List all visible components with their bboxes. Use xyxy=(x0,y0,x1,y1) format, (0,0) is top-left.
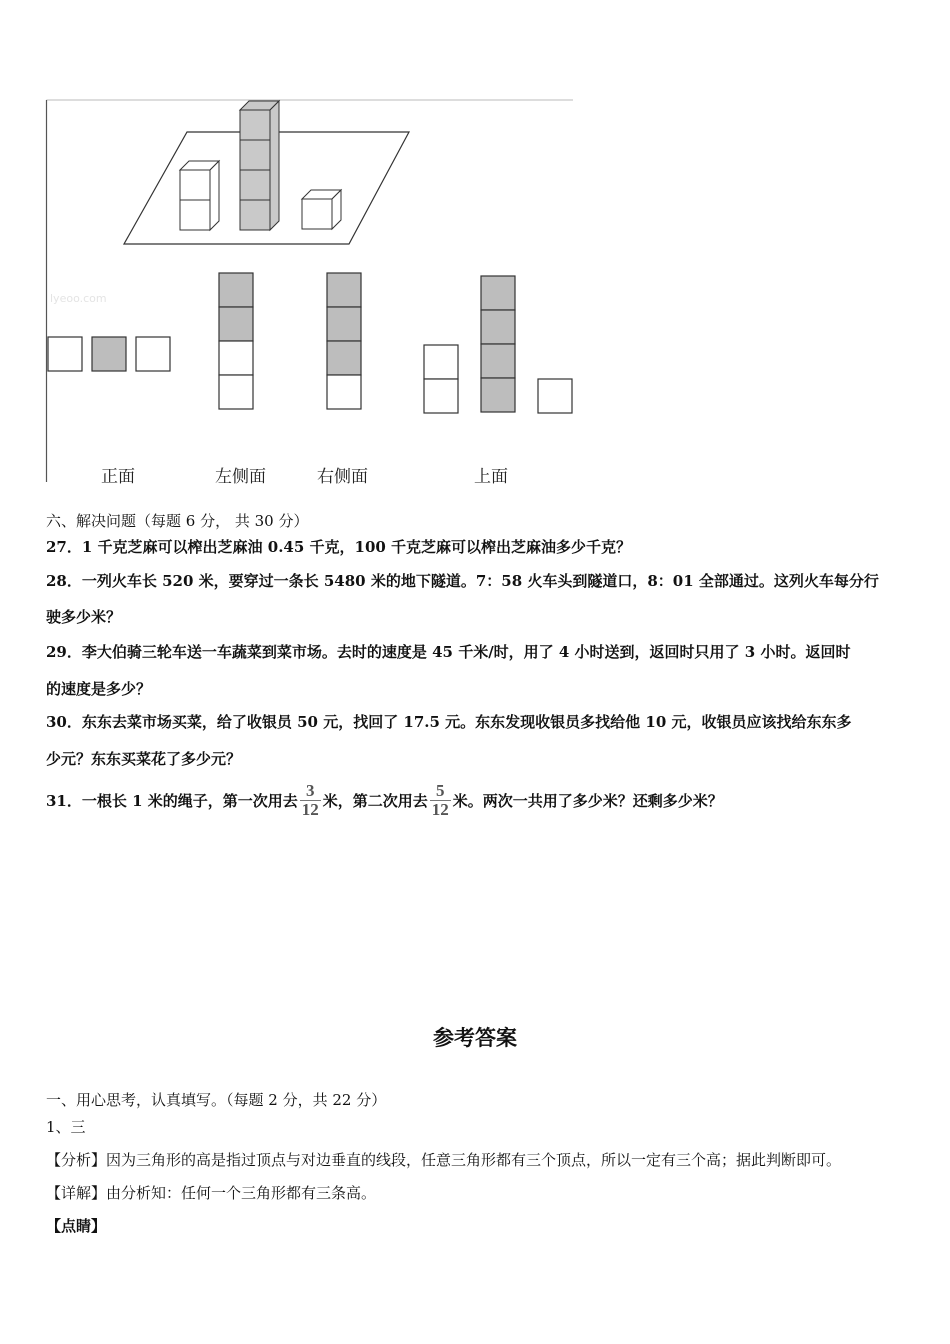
stack-left-2-cubes xyxy=(180,161,219,230)
fraction-2-denominator: 12 xyxy=(431,800,449,819)
answer-analysis: 【分析】因为三角形的高是指过顶点与对边垂直的线段，任意三角形都有三个顶点，所以一定有三个高；据此判断即可。 xyxy=(46,1151,842,1169)
fraction-3-12 xyxy=(300,782,321,819)
question-30-line2: 少元？东东买菜花了多少元？ xyxy=(46,750,242,768)
front-view xyxy=(48,337,170,371)
top-view xyxy=(424,276,572,413)
label-top-view: 上面 xyxy=(474,467,508,487)
cube-views-figure xyxy=(44,98,576,482)
question-30-line1: 30．东东去菜市场买菜，给了收银员 50 元，找回了 17.5 元。东东发现收银员多找给他 10 元，收银员应该找给东东多 xyxy=(46,713,852,731)
fraction-5-12 xyxy=(430,782,451,819)
question-27: 27．1 千克芝麻可以榨出芝麻油 0.45 千克，100 千克芝麻可以榨出芝麻油多少千克？ xyxy=(46,538,632,556)
answer-1: 1、三 xyxy=(46,1118,86,1136)
question-29-line1: 29．李大伯骑三轮车送一车蔬菜到菜市场。去时的速度是 45 千米/时，用了 4 小时送到，返回时只用了 3 小时。返回时 xyxy=(46,643,851,661)
watermark-text: lyeoo.com xyxy=(50,292,107,305)
section6-heading: 六、解决问题（每题 6 分， 共 30 分） xyxy=(46,512,309,530)
question-31-part1: 31．一根长 1 米的绳子，第一次用去 xyxy=(46,792,298,810)
question-29-line2: 的速度是多少？ xyxy=(46,680,152,698)
stack-right-1-cube xyxy=(302,190,341,229)
label-left-view: 左侧面 xyxy=(215,467,266,487)
question-31 xyxy=(46,782,723,819)
answers-title: 参考答案 xyxy=(433,1026,517,1050)
left-side-view xyxy=(219,273,253,409)
label-right-view: 右侧面 xyxy=(317,467,368,487)
fraction-1-numerator: 3 xyxy=(306,781,315,800)
fraction-1-denominator: 12 xyxy=(301,800,319,819)
question-28-line1: 28．一列火车长 520 米，要穿过一条长 5480 米的地下隧道。7：58 火车头到隧道口，8：01 全部通过。这列火车每分行 xyxy=(46,572,879,590)
answer-detail: 【详解】由分析知：任何一个三角形都有三条高。 xyxy=(46,1184,377,1202)
question-28-line2: 驶多少米？ xyxy=(46,608,122,626)
question-31-part3: 米。两次一共用了多少米？还剩多少米？ xyxy=(452,792,723,810)
answers-section1-heading: 一、用心思考，认真填写。（每题 2 分，共 22 分） xyxy=(46,1091,387,1109)
fraction-2-numerator: 5 xyxy=(436,781,445,800)
question-31-part2: 米，第二次用去 xyxy=(322,792,428,810)
label-front-view: 正面 xyxy=(101,467,135,487)
cube-views-drawing xyxy=(44,98,576,482)
right-side-view xyxy=(327,273,361,409)
stack-middle-4-cubes xyxy=(240,101,279,230)
answer-comment: 【点睛】 xyxy=(46,1217,107,1235)
